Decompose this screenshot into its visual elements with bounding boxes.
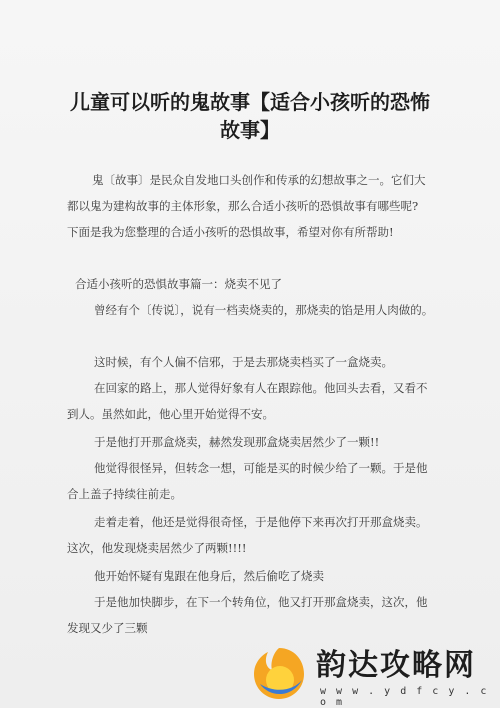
site-logo-icon [250, 644, 308, 702]
paragraph-8-line-1: 于是他加快脚步，在下一个转角位，他又打开那盒烧卖，这次，他 [94, 595, 428, 609]
intro-line-2: 都以鬼为建构故事的主体形象，那么合适小孩听的恐惧故事有哪些呢? [67, 199, 419, 213]
site-watermark [250, 636, 490, 708]
paragraph-8-line-2: 发现又少了三颗 [67, 621, 148, 635]
paragraph-3-line-1: 在回家的路上，那人觉得好象有人在跟踪他。他回头去看，又看不 [94, 381, 428, 395]
title-line-2: 故事】 [220, 118, 280, 142]
intro-line-3: 下面是我为您整理的合适小孩听的恐惧故事，希望对你有所帮助! [67, 225, 394, 239]
paragraph-7: 他开始怀疑有鬼跟在他身后，然后偷吃了烧卖 [94, 569, 324, 583]
paragraph-2: 这时候，有个人偏不信邪，于是去那烧卖档买了一盒烧卖。 [94, 355, 393, 369]
paragraph-4: 于是他打开那盒烧卖，赫然发现那盒烧卖居然少了一颗!! [94, 435, 380, 449]
document-title [40, 88, 460, 144]
paragraph-5-line-2: 合上盖子持续往前走。 [67, 487, 182, 501]
title-line-1: 儿童可以听的鬼故事【适合小孩听的恐怖 [70, 90, 430, 114]
paragraph-6-line-1: 走着走着，他还是觉得很奇怪，于是他停下来再次打开那盒烧卖。 [94, 515, 428, 529]
paragraph-6-line-2: 这次，他发现烧卖居然少了两颗!!!! [67, 541, 247, 555]
site-name: 韵达攻略网 [316, 648, 476, 683]
intro-line-1: 鬼〔故事〕是民众自发地口头创作和传承的幻想故事之一。它们大 [92, 173, 426, 187]
section-heading: 合适小孩听的恐惧故事篇一：烧卖不见了 [75, 277, 282, 291]
paragraph-5-line-1: 他觉得很怪异，但转念一想，可能是买的时候少给了一颗。于是他 [94, 461, 428, 475]
site-url: w w w . y d f c y . c o m [320, 686, 489, 708]
paragraph-1: 曾经有个〔传说〕，说有一档卖烧卖的，那烧卖的馅是用人肉做的。 [94, 303, 434, 317]
paragraph-3-line-2: 到人。虽然如此，他心里开始觉得不安。 [67, 407, 274, 421]
